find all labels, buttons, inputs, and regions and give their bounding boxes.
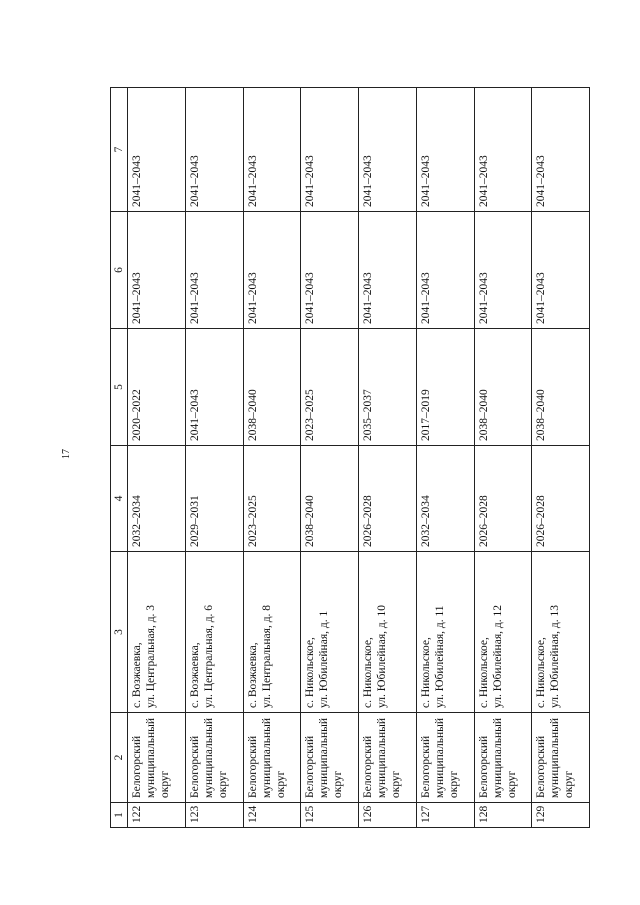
table-container bbox=[110, 88, 590, 828]
period-cell-7: 2041–2043 bbox=[359, 88, 417, 212]
table-row bbox=[243, 88, 301, 828]
period-cell-4: 2029–2031 bbox=[185, 446, 243, 552]
address-line-1: с. Никольское, bbox=[477, 637, 490, 708]
row-number-cell: 126 bbox=[359, 803, 417, 828]
period-cell-6: 2041–2043 bbox=[301, 212, 359, 329]
period-cell-5: 2020–2022 bbox=[128, 329, 186, 446]
address-cell bbox=[128, 552, 186, 713]
period-cell-7: 2041–2043 bbox=[301, 88, 359, 212]
address-cell bbox=[243, 552, 301, 713]
row-number-cell: 124 bbox=[243, 803, 301, 828]
district-cell: Белогорский муниципальный округ bbox=[532, 713, 590, 803]
period-cell-5: 2035–2037 bbox=[359, 329, 417, 446]
period-cell-7: 2041–2043 bbox=[243, 88, 301, 212]
address-line-2: ул. Юбилейная, д. 1 bbox=[318, 610, 331, 708]
address-cell bbox=[474, 552, 532, 713]
header-row bbox=[111, 88, 128, 828]
address-cell bbox=[185, 552, 243, 713]
district-cell: Белогорский муниципальный округ bbox=[185, 713, 243, 803]
period-cell-5: 2038–2040 bbox=[243, 329, 301, 446]
table-row bbox=[359, 88, 417, 828]
period-cell-5: 2041–2043 bbox=[185, 329, 243, 446]
schedule-table bbox=[110, 87, 590, 828]
address-line-2: ул. Юбилейная, д. 13 bbox=[549, 605, 562, 708]
period-cell-5: 2038–2040 bbox=[474, 329, 532, 446]
period-cell-4: 2026–2028 bbox=[474, 446, 532, 552]
row-number-cell: 125 bbox=[301, 803, 359, 828]
column-header-6: 6 bbox=[111, 212, 128, 329]
period-cell-5: 2038–2040 bbox=[532, 329, 590, 446]
table-row bbox=[185, 88, 243, 828]
address-line-2: ул. Центральная, д. 6 bbox=[202, 604, 215, 708]
district-cell: Белогорский муниципальный округ bbox=[474, 713, 532, 803]
address-line-2: ул. Юбилейная, д. 10 bbox=[376, 605, 388, 708]
column-header-5: 5 bbox=[111, 329, 128, 446]
period-cell-7: 2041–2043 bbox=[532, 88, 590, 212]
period-cell-7: 2041–2043 bbox=[416, 88, 474, 212]
table-row bbox=[301, 88, 359, 828]
district-cell: Белогорский муниципальный округ bbox=[416, 713, 474, 803]
district-cell: Белогорский муниципальный округ bbox=[301, 713, 359, 803]
address-line-1: с. Возжаевка, bbox=[188, 642, 201, 708]
period-cell-4: 2032–2034 bbox=[128, 446, 186, 552]
row-number-cell: 129 bbox=[532, 803, 590, 828]
district-cell: Белогорский муниципальный округ bbox=[359, 713, 417, 803]
row-number-cell: 128 bbox=[474, 803, 532, 828]
period-cell-6: 2041–2043 bbox=[416, 212, 474, 329]
period-cell-6: 2041–2043 bbox=[474, 212, 532, 329]
period-cell-4: 2026–2028 bbox=[359, 446, 417, 552]
address-line-1: с. Возжаевка, bbox=[246, 642, 259, 708]
row-number-cell: 127 bbox=[416, 803, 474, 828]
column-header-1: 1 bbox=[111, 803, 128, 828]
period-cell-6: 2041–2043 bbox=[185, 212, 243, 329]
address-cell bbox=[359, 552, 417, 713]
address-cell bbox=[416, 552, 474, 713]
column-header-4: 4 bbox=[111, 446, 128, 552]
address-line-1: с. Никольское, bbox=[535, 637, 548, 708]
period-cell-7: 2041–2043 bbox=[185, 88, 243, 212]
period-cell-4: 2038–2040 bbox=[301, 446, 359, 552]
row-number-cell: 122 bbox=[128, 803, 186, 828]
table-row bbox=[532, 88, 590, 828]
address-cell bbox=[532, 552, 590, 713]
rotated-table bbox=[110, 88, 590, 828]
address-cell bbox=[301, 552, 359, 713]
period-cell-4: 2023–2025 bbox=[243, 446, 301, 552]
column-header-7: 7 bbox=[111, 88, 128, 212]
period-cell-4: 2026–2028 bbox=[532, 446, 590, 552]
period-cell-7: 2041–2043 bbox=[128, 88, 186, 212]
address-line-2: ул. Центральная, д. 8 bbox=[260, 604, 273, 708]
address-line-1: с. Никольское, bbox=[419, 637, 432, 708]
period-cell-7: 2041–2043 bbox=[474, 88, 532, 212]
period-cell-6: 2041–2043 bbox=[532, 212, 590, 329]
address-line-1: с. Никольское, bbox=[362, 637, 374, 708]
column-header-2: 2 bbox=[111, 713, 128, 803]
address-line-2: ул. Центральная, д. 3 bbox=[145, 604, 157, 708]
column-header-3: 3 bbox=[111, 552, 128, 713]
address-line-1: с. Никольское, bbox=[304, 637, 317, 708]
period-cell-6: 2041–2043 bbox=[128, 212, 186, 329]
table-row bbox=[474, 88, 532, 828]
row-number-cell: 123 bbox=[185, 803, 243, 828]
address-line-1: с. Возжаевка, bbox=[131, 642, 143, 708]
period-cell-6: 2041–2043 bbox=[359, 212, 417, 329]
period-cell-5: 2023–2025 bbox=[301, 329, 359, 446]
period-cell-4: 2032–2034 bbox=[416, 446, 474, 552]
address-line-2: ул. Юбилейная, д. 12 bbox=[491, 605, 504, 708]
table-row bbox=[416, 88, 474, 828]
district-cell: Белогорский муниципальный округ bbox=[243, 713, 301, 803]
district-cell: Белогорский муниципальный округ bbox=[128, 713, 186, 803]
table-row bbox=[128, 88, 186, 828]
page-number: 17 bbox=[61, 449, 72, 459]
address-line-2: ул. Юбилейная, д. 11 bbox=[433, 605, 446, 708]
period-cell-6: 2041–2043 bbox=[243, 212, 301, 329]
period-cell-5: 2017–2019 bbox=[416, 329, 474, 446]
